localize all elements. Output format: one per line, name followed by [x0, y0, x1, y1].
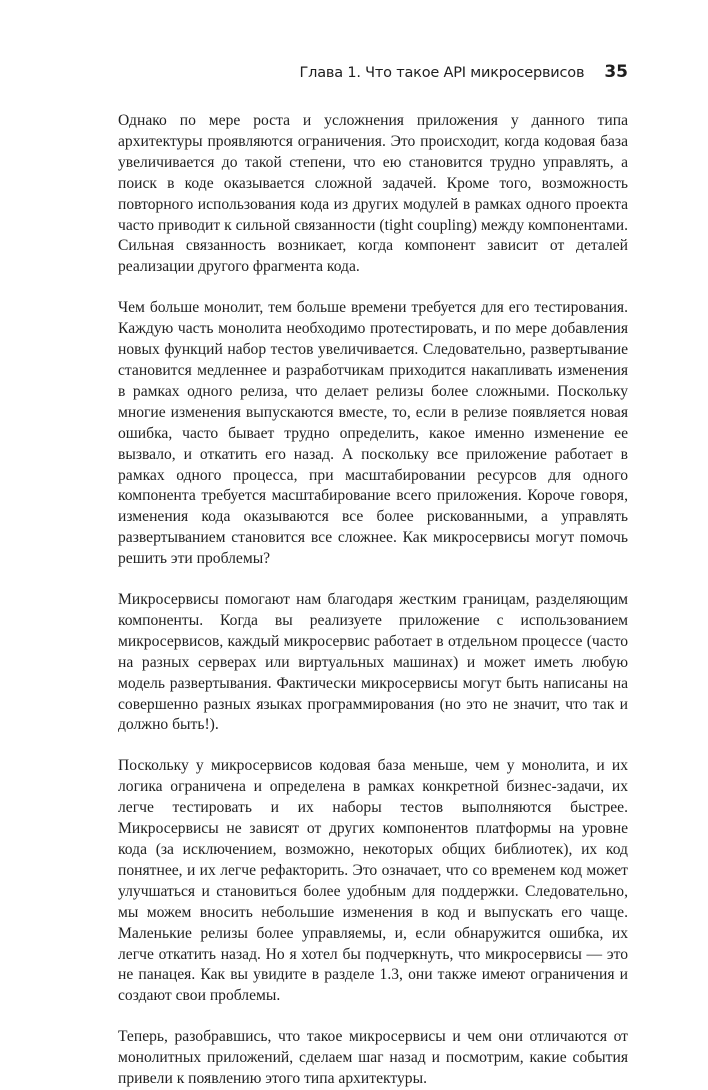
page-number: 35 — [604, 62, 628, 82]
chapter-title: Глава 1. Что такое API микросервисов — [299, 65, 585, 81]
body-text — [118, 111, 628, 1090]
paragraph-2: Чем больше монолит, тем больше времени требуется для его тестирования. Каждую часть монолита необходимо протестировать, и по мере добавления новых функций набор тестов увеличивается. Следовательно, развертывание становится медленнее и разработчикам приходится накапливать изменения в рамках одного релиза, что делает релизы более сложными. Поскольку многие изменения выпускаются вместе, то, если в релизе появляется новая ошибка, часто бывает трудно определить, какое именно изменение ее вызвало, и откатить его назад. А поскольку все приложение работает в рамках одного процесса, при масштабировании ресурсов для одного компонента требуется масштабирование всего приложения. Короче говоря, изменения кода оказываются все более рискованными, а управлять развертыванием становится все сложнее. Как микросервисы могут помочь решить эти проблемы? — [118, 299, 628, 568]
paragraph-5: Теперь, разобравшись, что такое микросервисы и чем они отличаются от монолитных приложений, сделаем шаг назад и посмотрим, какие события привели к появлению этого типа архитектуры. — [118, 1028, 628, 1088]
paragraph-3: Микросервисы помогают нам благодаря жестким границам, разделяющим компоненты. Когда вы реализуете приложение с использованием микросервисов, каждый микросервис работает в отдельном процессе (часто на разных серверах или виртуальных машинах) и может иметь любую модель развертывания. Фактически микросервисы могут быть написаны на совершенно разных языках программирования (но это не значит, что так и должно быть!). — [118, 591, 628, 734]
running-head — [0, 62, 628, 88]
paragraph-1: Однако по мере роста и усложнения приложения у данного типа архитектуры проявляются ограничения. Это происходит, когда кодовая база увеличивается до такой степени, что ею становится трудно управлять, а поиск в коде оказывается сложной задачей. Кроме того, возможность повторного использования кода из других модулей в рамках одного проекта часто приводит к сильной связанности (tight coupling) между компонентами. Сильная связанность возникает, когда компонент зависит от деталей реализации другого фрагмента кода. — [118, 112, 628, 276]
paragraph-4: Поскольку у микросервисов кодовая база меньше, чем у монолита, и их логика ограничена и определена в рамках конкретной бизнес-задачи, их легче тестировать и их наборы тестов выполняются быстрее. Микросервисы не зависят от других компонентов платформы на уровне кода (за исключением, возможно, некоторых общих библиотек), их код понятнее, и их легче рефакторить. Это означает, что со временем код может улучшаться и становиться более удобным для поддержки. Следовательно, мы можем вносить небольшие изменения в код и выпускать его чаще. Маленькие релизы более управляемы, и, если обнаружится ошибка, их легче откатить назад. Но я хотел бы подчеркнуть, что микросервисы — это не панацея. Как вы увидите в разделе 1.3, они также имеют ограничения и создают свои проблемы. — [118, 757, 628, 1005]
